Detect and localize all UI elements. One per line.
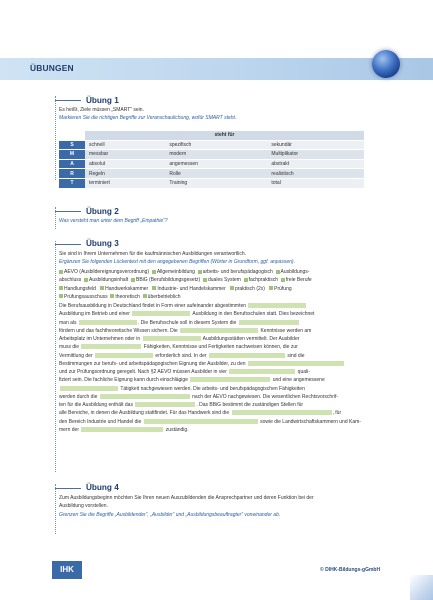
term: fachpraktisch	[248, 277, 279, 284]
smart-option[interactable]: messbar	[85, 150, 165, 160]
smart-letter: S	[59, 140, 85, 150]
term-square-icon	[152, 286, 156, 290]
smart-option[interactable]: spezifisch	[165, 140, 267, 150]
term-square-icon	[203, 278, 207, 282]
guide-line	[55, 241, 56, 472]
heading-rule	[55, 244, 81, 245]
guide-line	[55, 484, 56, 534]
term: Handwerkskammer	[105, 285, 149, 292]
term: Ausbildungs-	[280, 269, 310, 275]
cloze-blank[interactable]	[81, 344, 141, 349]
smart-option[interactable]: abstrakt	[267, 159, 364, 169]
smart-option[interactable]: sekundär	[267, 140, 364, 150]
smart-option[interactable]: Regeln	[85, 169, 165, 179]
section-title: ÜBUNGEN	[30, 63, 74, 73]
uebung3-instruction: Ergänzen Sie folgenden Lückentext mit den angegebenen Begriffen (Wörter in Grundform, ggf. anpassen).	[59, 259, 295, 265]
term-line	[59, 276, 399, 284]
cloze-text-segment: und zur Prüfungsordnung geregelt. Nach §2 AEVO müssen Ausbilder in vier	[59, 369, 227, 375]
heading-rule	[55, 488, 81, 489]
uebung1-title: Übung 1	[86, 96, 119, 105]
uebung3-title: Übung 3	[86, 239, 119, 248]
term: arbeits- und berufspädagogisch	[202, 269, 273, 275]
smart-letter: M	[59, 150, 85, 160]
cloze-text-segment: alle Bereiche, in denen die Ausbildung stattfindet. Für das Handwerk sind die	[59, 410, 230, 417]
term: Allgemeinbildung	[156, 269, 195, 275]
cloze-blank[interactable]	[190, 377, 270, 382]
term-square-icon	[143, 294, 147, 298]
table-row	[59, 150, 364, 160]
term-square-icon	[84, 278, 88, 282]
smart-option[interactable]: Training	[165, 178, 267, 188]
table-row	[59, 169, 364, 179]
cloze-blank[interactable]	[143, 336, 201, 341]
cloze-text-segment: Ausbildung im Betrieb und einer	[59, 311, 130, 318]
cloze-text-segment: Kenntnisse werden am	[260, 327, 312, 334]
cloze-blank[interactable]	[135, 402, 195, 407]
cloze-blank[interactable]	[60, 386, 118, 391]
smart-option[interactable]: total	[267, 178, 364, 188]
term: Handlungsfeld	[64, 285, 96, 292]
uebung1-instruction: Markieren Sie die richtigen Begriffe zur Veranschaulichung, wofür SMART steht.	[59, 115, 237, 121]
term: freie Berufe	[285, 277, 312, 284]
term-square-icon	[152, 270, 156, 274]
cloze-blank[interactable]	[229, 369, 295, 374]
cloze-blank[interactable]	[239, 320, 299, 325]
term: abschluss	[59, 277, 82, 284]
cloze-blank[interactable]	[209, 353, 285, 358]
term-square-icon	[59, 286, 63, 290]
cloze-blank[interactable]	[144, 419, 258, 424]
cloze-text-segment: werden durch die	[59, 393, 98, 400]
smart-option[interactable]: Multiplikator	[267, 150, 364, 160]
smart-letter: R	[59, 169, 85, 179]
smart-option[interactable]: modern	[165, 150, 267, 160]
cloze-text-segment: zuständig.	[165, 426, 189, 433]
uebung2-title: Übung 2	[86, 207, 119, 216]
term-square-icon	[59, 294, 63, 298]
uebung2-instruction: Was versteht man unter dem Begriff „Empathie“?	[59, 218, 168, 224]
cloze-text-segment: . Das BBiG bestimmt die zuständigen Stellen für	[196, 402, 304, 408]
term: praktisch (2x)	[234, 285, 265, 292]
cloze-text-segment: sind die	[287, 352, 305, 359]
term-square-icon	[110, 294, 114, 298]
table-row	[59, 178, 364, 188]
term-square-icon	[131, 278, 135, 282]
cloze-text-segment: fiziert sein. Die fachliche Eignung kann durch einschlägige	[59, 377, 188, 384]
term-square-icon	[100, 286, 104, 290]
smart-option[interactable]: realistisch	[267, 169, 364, 179]
smart-table	[59, 131, 364, 189]
cloze-blank[interactable]	[100, 394, 190, 399]
cloze-text-segment: Die Berufsausbildung in Deutschland findet in Form einer aufeinander abgestimmten	[59, 303, 247, 309]
ihk-logo: IHK	[52, 561, 82, 579]
cloze-text-segment: den Bereich Industrie und Handel die	[59, 418, 142, 425]
term-line	[59, 285, 399, 293]
cloze-blank[interactable]	[180, 328, 258, 333]
term: AEVO (Ausbildereignungsverordnung)	[64, 269, 150, 275]
cloze-text-segment: man als	[59, 319, 77, 326]
cloze-blank[interactable]	[232, 410, 332, 415]
cloze-blank[interactable]	[79, 320, 137, 325]
term: Ausbildungsinhalt	[89, 277, 129, 284]
term: theoretisch	[115, 293, 140, 300]
cloze-text-segment: Bestimmungen zur berufs- und arbeitspädagogischen Eignung der Ausbilder, zu den	[59, 360, 246, 367]
cloze-text-segment: und eine angemessene	[272, 377, 325, 384]
table-row	[59, 140, 364, 150]
uebung1-intro: Es heißt, Ziele müssen „SMART“ sein.	[59, 107, 144, 113]
cloze-blank[interactable]	[248, 361, 344, 366]
cloze-text-segment: Tätigkeit nachgewiesen werden. Die arbeits- und berufspädagogischen Fähigkeiten	[120, 385, 305, 392]
copyright: © DIHK-Bildungs-gGmbH	[320, 567, 381, 573]
heading-rule	[55, 211, 81, 212]
uebung4-intro-line1: Zum Ausbildungsbeginn möchten Sie Ihren neuen Auszubildenden die Ansprechpartner und deren Funktion bei der	[59, 495, 314, 501]
cloze-blank[interactable]	[248, 303, 306, 308]
uebung4-title: Übung 4	[86, 483, 119, 492]
uebung3-intro: Sie sind in Ihrem Unternehmen für die kaufmännischen Ausbildungen verantwortlich.	[59, 251, 247, 257]
heading-rule	[55, 100, 81, 101]
decorative-orb-icon	[372, 50, 400, 78]
table-header: steht für	[85, 131, 364, 140]
cloze-blank[interactable]	[81, 427, 163, 432]
term: BBiG (Berufsbildungsgesetz)	[136, 277, 201, 284]
uebung4-intro-line2: Ausbildung vorstellen.	[59, 503, 108, 509]
cloze-text-segment: Vermittlung der	[59, 352, 93, 359]
cloze-text-segment: fördern und das fachtheoretische Wissen sichern. Die	[59, 327, 178, 334]
table-row	[59, 159, 364, 169]
term: Prüfung	[274, 285, 292, 292]
smart-option[interactable]: Rolle	[165, 169, 267, 179]
term-square-icon	[244, 278, 248, 282]
cloze-text-segment: muss die	[59, 344, 80, 351]
cloze-text-segment: ten für die Ausbildung enthält das	[59, 402, 133, 408]
term-list	[59, 268, 399, 301]
cloze-text-segment: sowie die Landwirtschaftskammern und Kam-	[260, 418, 361, 425]
term-square-icon	[59, 270, 63, 274]
cloze-text-segment: , für	[332, 410, 342, 417]
term: überbetrieblich	[147, 293, 181, 300]
term-line	[59, 293, 399, 301]
term: duales System	[207, 277, 241, 284]
cloze-text-segment: Arbeitsplatz im Unternehmen oder in	[59, 336, 141, 342]
top-margin	[0, 0, 433, 32]
page-corner	[410, 575, 433, 600]
smart-letter: A	[59, 159, 85, 169]
cloze-text-segment: Ausbildung in den Berufsschulen statt. Dies bezeichnet	[192, 311, 315, 318]
cloze-text-segment: . Die Berufsschule soll in diesem System die	[137, 319, 237, 326]
section-band	[0, 58, 433, 80]
term: Prüfungsausschuss	[64, 293, 108, 300]
term-square-icon	[281, 278, 285, 282]
term-line	[59, 268, 399, 276]
term-square-icon	[230, 286, 234, 290]
cloze-text-segment: quali-	[297, 369, 310, 375]
guide-line	[55, 96, 56, 180]
term: Industrie- und Handelskammer	[157, 285, 226, 292]
cloze-blank[interactable]	[95, 353, 153, 358]
smart-option[interactable]: schnell	[85, 140, 165, 150]
term-square-icon	[198, 270, 202, 274]
cloze-blank[interactable]	[132, 311, 190, 316]
cloze-text-segment: erforderlich sind. In der	[155, 352, 207, 359]
cloze-text-segment: mern der	[59, 426, 80, 433]
smart-option[interactable]: absolut	[85, 159, 165, 169]
smart-option[interactable]: angemessen	[165, 159, 267, 169]
term-square-icon	[276, 270, 280, 274]
cloze-text	[59, 302, 399, 434]
term-square-icon	[269, 286, 273, 290]
cloze-text-segment: Fähigkeiten, Kenntnisse und Fertigkeiten nachweisen können, die zur	[143, 344, 298, 351]
cloze-text-segment: nach der AEVO nachgewiesen. Die wesentlichen Rechtsvorschrif-	[192, 393, 339, 400]
table-corner	[59, 131, 85, 140]
smart-letter: T	[59, 178, 85, 188]
cloze-text-segment: Ausbildungsstätten vermittelt. Der Ausbilder	[202, 336, 300, 342]
uebung4-instruction: Grenzen Sie die Begriffe „Ausbildender“, „Ausbilder“ und „Ausbildungsbeauftragter“ voneinander ab.	[59, 512, 281, 518]
smart-option[interactable]: terminiert	[85, 178, 165, 188]
